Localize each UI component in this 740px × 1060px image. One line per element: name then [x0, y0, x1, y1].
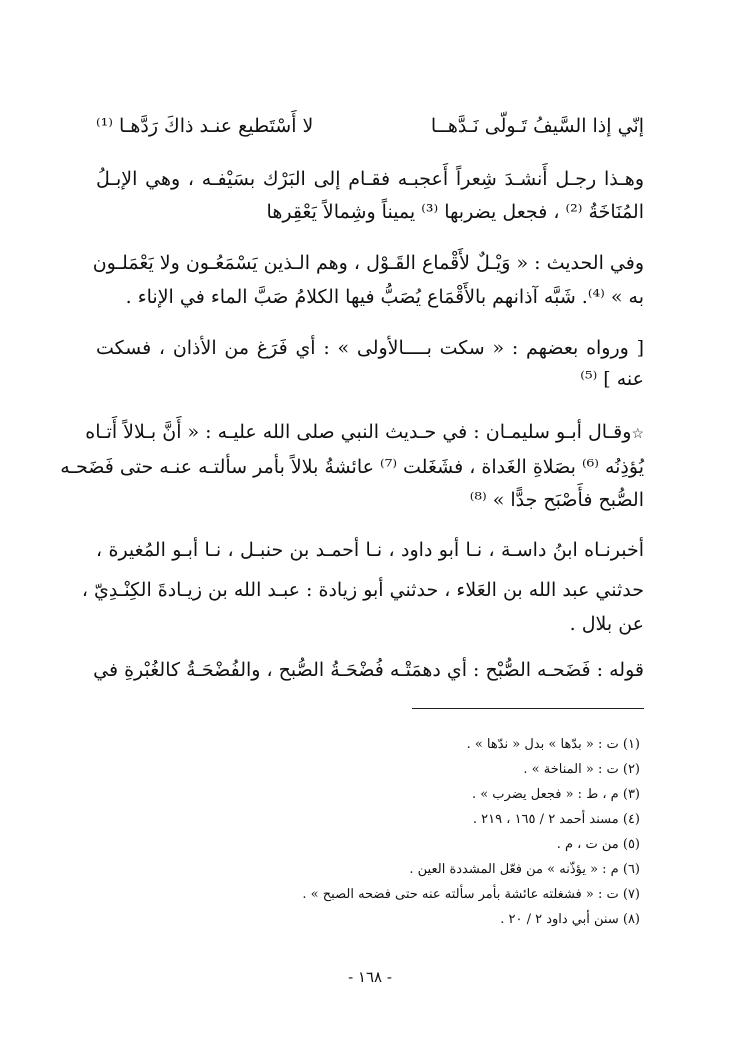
paragraph-3-line-2: عنه ] ⁽⁵⁾ [580, 368, 644, 390]
footnote-3: (٣) م ، ط : « فجعل يضرب » . [471, 787, 640, 802]
paragraph-6-line-1: قوله : فَضَحـه الصُّبْح : أي دهمَتْـه فُضْحَـةُ الصُّبح ، والفُضْحَـةُ كالغُبْرةِ في [93, 659, 644, 681]
footnote-6: (٦) م : « يؤذّنه » من فعّل المشددة العين . [409, 862, 640, 877]
star-marker: ☆ [631, 426, 644, 442]
footnote-1: (١) ت : « بدّها » بدل « ندّها » . [466, 737, 640, 752]
footnote-7: (٧) ت : « فشغلته عائشة بأمر سألته عنه حتى فضحه الصبح » . [302, 887, 640, 902]
paragraph-2-line-1: وفي الحديث : « وَيْـلٌ لأَقْماع القَـوْل ، وهم الـذين يَسْمَعُـون ولا يَعْمَلـون [92, 252, 644, 274]
paragraph-1-line-2: المُنَاخَةُ ⁽²⁾ ، فجعل يضربها ⁽³⁾ يميناً وشِمالاً يَعْقِرها [266, 201, 644, 223]
paragraph-2-line-2: به » ⁽⁴⁾. شَبَّه آذانهم بالأَقْمَاع يُصَبُّ فيها الكلامُ صَبَّ الماء في الإناء . [125, 286, 644, 308]
footnote-8: (٨) سنن أبي داود ٢ / ٢٠ . [500, 912, 640, 927]
paragraph-4-line-1 [85, 417, 644, 449]
footnote-5: (٥) من ت ، م . [556, 837, 640, 852]
verse [96, 108, 644, 144]
page-number: - ١٦٨ - [348, 968, 392, 986]
footnote-separator [412, 708, 644, 709]
paragraph-5-line-1: أخبرنـاه ابنُ داسـة ، نـا أبو داود ، نـا أحمـد بن حنبـل ، نـا أبـو المُغيرة ، [96, 539, 644, 561]
verse-second-hemistich: لا أَسْتَطيع عنـد ذاكَ رَدَّهـا ⁽¹⁾ [96, 115, 314, 137]
footnote-4: (٤) مسند أحمد ٢ / ١٦٥ ، ٢١٩ . [472, 812, 640, 827]
paragraph-4-line-3: الصُّبح فأَصْبَح جدًّا » ⁽⁸⁾ [469, 489, 644, 511]
paragraph-4-line-1-text: وقـال أبـو سليمـان : في حـديث النبي صلى الله عليـه : « أَنَّ بـلالاً أَتـاه [85, 421, 632, 443]
paragraph-3-line-1: [ ورواه بعضهم : « سكت بــــالأولى » : أي فَرَغ من الأذان ، فسكت [96, 337, 644, 359]
footnote-2: (٢) ت : « المناخة » . [523, 762, 640, 777]
paragraph-4-line-2: يُؤذِنُه ⁽⁶⁾ بصَلاةِ الغَداة ، فشَغَلت ⁽⁷⁾ عائشةُ بلالاً بأمر سألتـه عنـه حتى فَضَحـه [60, 456, 644, 478]
paragraph-5-line-2: حدثني عبد الله بن العَلاء ، حدثني أبو زيادة : عبـد الله بن زيـادةَ الكِنْـدِيّ ، [81, 579, 644, 601]
paragraph-5-line-3: عن بلال . [569, 613, 644, 635]
paragraph-1-line-1: وهـذا رجـل أَنشـدَ شِعراً أَعجبـه فقـام إلى البَرْك بسَيْفـه ، وهي الإبـلُ [96, 168, 644, 190]
verse-first-hemistich: إنّي إذا السَّيفُ تَـولّى نَـدَّهــا [430, 115, 644, 137]
